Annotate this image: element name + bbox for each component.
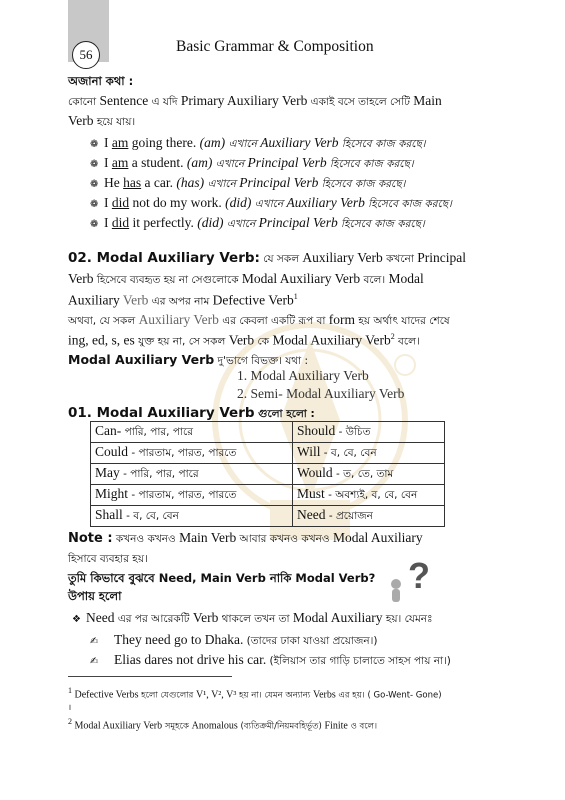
question-heading: তুমি কিভাবে বুঝবে Need, Main Verb নাকি Modal Verb? (68, 571, 376, 585)
modal-list-heading: 01. Modal Auxiliary Verb গুলো হলো : (68, 405, 315, 421)
example-item: ❁ He has a car. (has) এখানে Principal Verb হিসেবে কাজ করছে। (90, 175, 406, 190)
table-cell: Might - পারতাম, পারত, পারতে (91, 485, 293, 506)
writing-hand-icon: ✍ (90, 656, 99, 667)
table-cell: Must - অবশ্যই, ব, বে, বেন (293, 485, 445, 506)
table-row (91, 506, 445, 527)
table-cell: Can- পারি, পার, পারে (91, 422, 293, 443)
example-item: ❁ I did not do my work. (did) এখানে Auxiliary Verb হিসেবে কাজ করছে। (90, 195, 452, 210)
table-cell: Could - পারতাম, পারত, পারতে (91, 443, 293, 464)
table-cell: Should - উচিত (293, 422, 445, 443)
table-cell: Need - প্রয়োজন (293, 506, 445, 527)
table-cell: Will - ব, বে, বেন (293, 443, 445, 464)
need-rule: ❖ Need এর পর আরেকটি Verb থাকলে তখন তা Modal Auxiliary হয়। যেমনঃ (72, 610, 433, 625)
table-row (91, 485, 445, 506)
unknown-heading: অজানা কথা : (68, 74, 134, 88)
running-header: Basic Grammar & Composition (176, 38, 374, 55)
footnote-2: $^2$ Modal Auxiliary Verb সমূহকে Anomalous (ব্যতিক্রমী/নিয়মবহির্ভূত) Finite ও বলে। (68, 717, 378, 732)
footnote-rule (68, 676, 232, 677)
note-line-1: Note : কখনও কখনও Main Verb আবার কখনও কখনও Modal Auxiliary (68, 530, 423, 546)
modal-definition-line-1: 02. Modal Auxiliary Verb: যে সকল Auxiliary Verb কখনো Principal (68, 250, 466, 266)
example-item: ❁ I am going there. (am) এখানে Auxiliary Verb হিসেবে কাজ করছে। (90, 135, 426, 150)
table-row (91, 464, 445, 485)
svg-text:?: ? (408, 555, 430, 596)
flower-bullet-icon: ❁ (90, 199, 99, 210)
note-line-2: হিসাবে ব্যবহার হয়। (68, 553, 148, 565)
modal-type-1: 1. Modal Auxiliary Verb (237, 368, 369, 383)
modal-definition-line-3: Auxiliary Verb এর অপর নাম Defective Verb$^1$ (68, 292, 298, 308)
modal-definition-line-5: ing, ed, s, es যুক্ত হয় না, সে সকল Verb কে Modal Auxiliary Verb$^2$ বলে। (68, 332, 420, 348)
section-title: 02. Modal Auxiliary Verb: (68, 250, 260, 266)
flower-bullet-icon: ❁ (90, 139, 99, 150)
table-cell: Shall - ব, বে, বেন (91, 506, 293, 527)
writing-hand-icon: ✍ (90, 636, 99, 647)
page-number: 56 (72, 41, 100, 69)
example-item: ❁ I did it perfectly. (did) এখানে Principal Verb হিসেবে কাজ করছে। (90, 215, 425, 230)
unknown-line-1: কোনো Sentence এ যদি Primary Auxiliary Verb একাই বসে তাহলে সেটি Main (68, 93, 442, 108)
answer-heading: উপায় হলো (68, 589, 122, 603)
modal-verb-table (90, 421, 445, 527)
footnote-1-continuation: । (68, 703, 72, 713)
flower-bullet-icon: ❁ (90, 159, 99, 170)
need-example: ✍ They need go to Dhaka. (তাদের ঢাকা যাওয়া প্রয়োজন।) (90, 632, 378, 647)
need-example: ✍ Elias dares not drive his car. (ইলিয়াস তার গাড়ি চালাতে সাহস পায় না।) (90, 652, 451, 667)
example-item: ❁ I am a student. (am) এখানে Principal Verb হিসেবে কাজ করছে। (90, 155, 414, 170)
flower-bullet-icon: ❁ (90, 219, 99, 230)
table-cell: May - পারি, পার, পারে (91, 464, 293, 485)
modal-definition-line-4: অথবা, যে সকল Auxiliary Verb এর কেবলা একটি রূপ বা form হয় অর্থাৎ যাদের শেষে (68, 312, 450, 327)
four-diamond-bullet-icon: ❖ (72, 614, 81, 625)
footnote-1: $^1$ Defective Verbs হলো যেগুলোর V¹, V², V³ হয় না। যেমন অন্যান্য Verbs এর হয়। ( Go-Went- Gone) (68, 686, 442, 701)
flower-bullet-icon: ❁ (90, 179, 99, 190)
modal-division-line: Modal Auxiliary Verb দু'ভাগে বিভক্ত। যথা : (68, 352, 308, 367)
modal-type-2: 2. Semi- Modal Auxiliary Verb (237, 386, 405, 401)
table-row (91, 422, 445, 443)
unknown-line-2: Verb হয়ে যায়। (68, 113, 136, 128)
table-cell: Would - ত, তে, তাম (293, 464, 445, 485)
modal-definition-line-2: Verb হিসেবে ব্যবহৃত হয় না সেগুলোকে Modal Auxiliary Verb বলে। Modal (68, 271, 424, 286)
table-row (91, 443, 445, 464)
question-mark-figure-icon (386, 554, 432, 604)
